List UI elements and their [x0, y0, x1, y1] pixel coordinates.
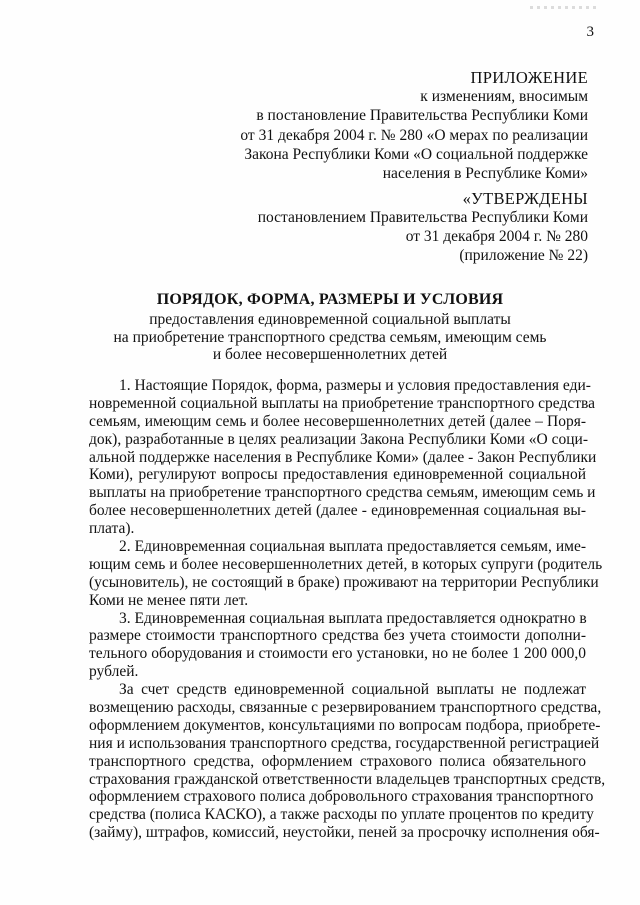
body-line: транспортного средства, оформлением страхового полиса обязательного: [89, 752, 586, 770]
body-line: оформлением страхового полиса добровольного страхования транспортного: [89, 788, 594, 806]
body-line: За счет средств единовременной социальной выплаты не подлежат: [119, 681, 586, 699]
appendix-line: населения в Республике Коми»: [382, 165, 588, 183]
body-line: ния и использования транспортного средства, государственной регистрацией: [89, 734, 600, 752]
body-line: размере стоимости транспортного средства без учета стоимости дополни-: [89, 627, 586, 645]
document-title: ПОРЯДОК, ФОРМА, РАЗМЕРЫ И УСЛОВИЯ: [156, 291, 504, 308]
appendix-line: к изменениям, вносимым: [420, 88, 588, 106]
body-line: рублей.: [89, 663, 139, 681]
body-line: семьям, имеющим семь и более несовершеннолетних детей (далее – Поря-: [89, 412, 586, 430]
body-line: более несовершеннолетних детей (далее - единовременная социальная вы-: [89, 502, 586, 520]
body-line: ющим семь и более несовершеннолетних детей, в которых супруги (родитель: [89, 555, 603, 573]
appendix-header: [188, 68, 588, 183]
appendix-line: Закона Республики Коми «О социальной поддержке: [244, 145, 588, 163]
body-line: (усыновитель), не состоящий в браке) проживают на территории Республики: [89, 573, 599, 591]
body-line: Коми не менее пяти лет.: [89, 591, 249, 609]
body-line: док), разработанные в целях реализации Закона Республики Коми «О соци-: [89, 430, 588, 448]
document-subtitle: [60, 311, 600, 364]
body-line: альной поддержке населения в Республике Коми» (далее - Закон Республики: [89, 448, 597, 466]
body-line: средства (полиса КАСКО), а также расходы по уплате процентов по кредиту: [89, 806, 594, 824]
body-line: оформлением документов, консультациями по вопросам подбора, приобрете-: [89, 716, 601, 734]
appendix-line: в постановление Правительства Республики Коми: [256, 107, 588, 125]
appendix-line: от 31 декабря 2004 г. № 280 «О мерах по реализации: [240, 126, 588, 144]
body-line: (займу), штрафов, комиссий, неустойки, пеней за просрочку исполнения обя-: [89, 824, 600, 842]
body-line: Коми), регулируют вопросы предоставления единовременной социальной: [89, 466, 586, 484]
body-line: возмещению расходы, связанные с резервированием транспортного средства,: [89, 699, 602, 717]
body-line: страхования гражданской ответственности владельцев транспортных средств,: [89, 770, 606, 788]
body-line: 2. Единовременная социальная выплата предоставляется семьям, име-: [119, 538, 586, 556]
appendix-title: ПРИЛОЖЕНИЕ: [470, 68, 588, 87]
subtitle-line: на приобретение транспортного средства семьям, имеющим семь: [113, 328, 547, 346]
page-number: 3: [586, 24, 594, 40]
body-line: тельного оборудования и стоимости его установки, но не более 1 200 000,0: [89, 645, 586, 663]
subtitle-line: и более несовершеннолетних детей: [212, 346, 448, 363]
approved-block: [188, 189, 588, 265]
body-line: выплаты на приобретение транспортного средства семьям, имеющим семь и: [89, 484, 596, 502]
approved-title: «УТВЕРЖДЕНЫ: [462, 189, 588, 208]
body-line: плата).: [89, 520, 135, 538]
approved-line: (приложение № 22): [459, 247, 588, 264]
body-text: [89, 377, 606, 842]
approved-line: от 31 декабря 2004 г. № 280: [405, 228, 588, 245]
approved-line: постановлением Правительства Республики Коми: [257, 209, 588, 226]
body-line: 1. Настоящие Порядок, форма, размеры и условия предоставления еди-: [119, 377, 591, 394]
body-line: 3. Единовременная социальная выплата предоставляется однократно в: [119, 609, 587, 627]
subtitle-line: предоставления единовременной социальной выплаты: [149, 311, 511, 328]
scan-artifact: [530, 6, 600, 9]
body-line: новременной социальной выплаты на приобретение транспортного средства: [89, 394, 596, 412]
